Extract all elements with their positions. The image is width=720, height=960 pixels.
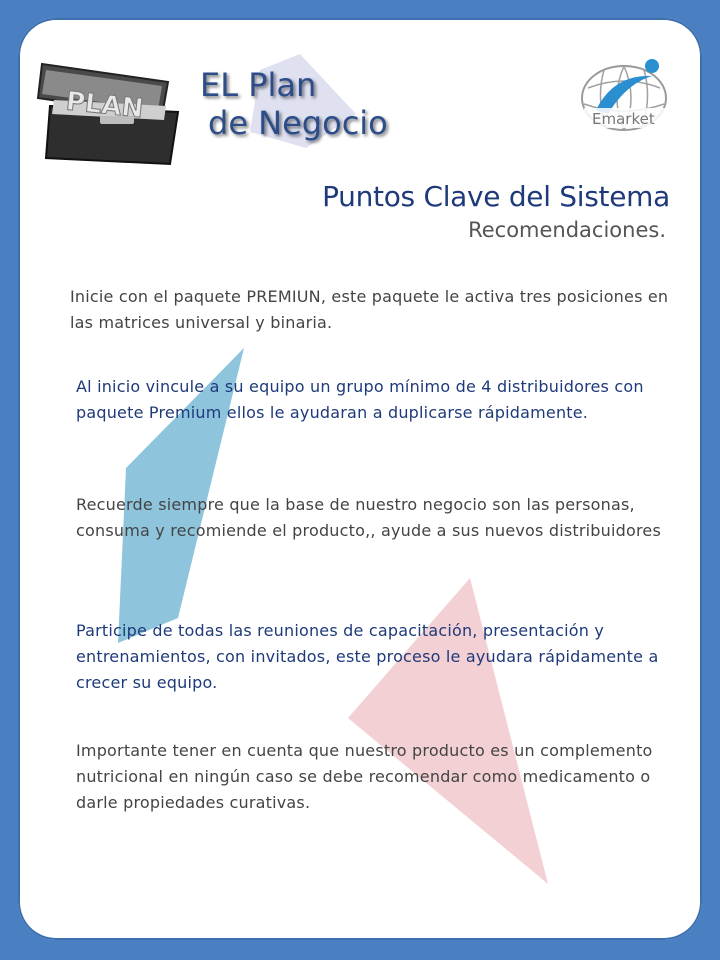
- emarket-logo: [574, 44, 684, 134]
- plan-title: [200, 66, 388, 142]
- page-card: [18, 18, 702, 940]
- title-line-2: de Negocio: [208, 104, 388, 142]
- section-title: Puntos Clave del Sistema: [322, 180, 670, 213]
- paragraph-premium-package: Inicie con el paquete PREMIUN, este paquete le activa tres posiciones en las matrices universal y binaria.: [70, 287, 669, 332]
- paragraph-business-base: Recuerde siempre que la base de nuestro negocio son las personas, consuma y recomiende el producto,, ayude a sus nuevos distribuidores: [76, 495, 661, 540]
- briefcase-illustration: [30, 54, 180, 174]
- paragraph-product-warning: Importante tener en cuenta que nuestro producto es un complemento nutricional en ningún caso se debe recomendar como medicamento o darle propiedades curativas.: [76, 741, 653, 812]
- title-line-1: EL Plan: [200, 66, 317, 104]
- logo-text: Emarket: [592, 110, 655, 128]
- section-subtitle: Recomendaciones.: [468, 218, 666, 242]
- briefcase-word: PLAN: [64, 86, 145, 125]
- paragraph-team-link: Al inicio vincule a su equipo un grupo mínimo de 4 distribuidores con paquete Premium ellos le ayudaran a duplicarse rápidamente.: [76, 377, 644, 422]
- paragraph-meetings: Participe de todas las reuniones de capacitación, presentación y entrenamientos, con invitados, este proceso le ayudara rápidamente a crecer su equipo.: [76, 621, 659, 692]
